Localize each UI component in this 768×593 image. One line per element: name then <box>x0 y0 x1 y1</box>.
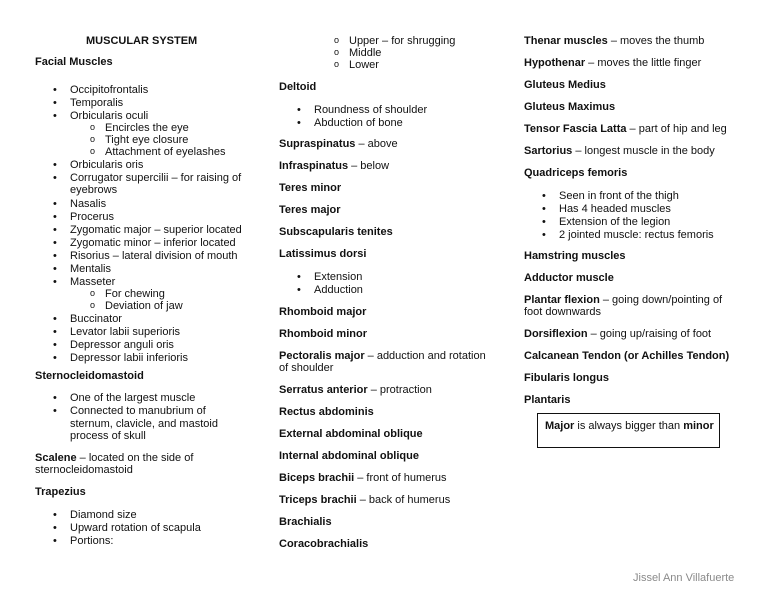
term-serratus <box>279 384 432 397</box>
list-item: • Masseter <box>70 276 115 289</box>
term-infraspinatus <box>279 160 389 173</box>
list-item: • Mentalis <box>70 263 111 276</box>
section-heading-latissimus: Latissimus dorsi <box>279 248 367 260</box>
sub-list-item: o Upper – for shrugging <box>349 35 455 48</box>
term-plantaris: Plantaris <box>524 394 571 406</box>
term-description: – located on the side of <box>76 452 194 464</box>
sub-list-item: o Tight eye closure <box>105 134 188 147</box>
term-description-continuation: sternocleidomastoid <box>35 464 133 476</box>
term-triceps <box>279 494 450 507</box>
term-name: Tensor Fascia Latta <box>524 123 627 135</box>
section-heading-facial-muscles: Facial Muscles <box>35 56 113 68</box>
term-name: Serratus anterior <box>279 384 368 396</box>
list-item: • Has 4 headed muscles <box>559 203 671 216</box>
term-rectus-abdominis: Rectus abdominis <box>279 406 374 418</box>
note-middle: is always bigger than <box>574 420 684 432</box>
term-gluteus-medius: Gluteus Medius <box>524 79 606 91</box>
list-item-continuation: eyebrows <box>70 184 118 196</box>
list-item: • One of the largest muscle <box>70 392 195 405</box>
list-item: • Extension <box>314 271 362 284</box>
list-item: • Orbicularis oculi <box>70 110 148 123</box>
note-text <box>545 420 714 433</box>
term-calcanean-tendon: Calcanean Tendon (or Achilles Tendon) <box>524 350 730 362</box>
term-supraspinatus <box>279 138 398 151</box>
term-description: – going up/raising of foot <box>587 328 712 340</box>
list-item: • Zygomatic major – superior located <box>70 224 242 237</box>
term-teres-major: Teres major <box>279 204 341 216</box>
term-description: – going down/pointing of <box>599 294 723 306</box>
section-heading-deltoid: Deltoid <box>279 81 317 93</box>
section-heading-trapezius: Trapezius <box>35 486 86 498</box>
term-rhomboid-minor: Rhomboid minor <box>279 328 367 340</box>
list-item: • Extension of the legion <box>559 216 670 229</box>
section-heading-sternocleidomastoid: Sternocleidomastoid <box>35 370 144 382</box>
list-item-continuation: sternum, clavicle, and mastoid <box>70 418 218 430</box>
list-item: • Upward rotation of scapula <box>70 522 201 535</box>
list-item: • Orbicularis oris <box>70 159 143 172</box>
list-item: • Portions: <box>70 535 113 548</box>
list-item-continuation: process of skull <box>70 430 146 442</box>
term-name: Infraspinatus <box>279 160 349 172</box>
term-external-oblique: External abdominal oblique <box>279 428 423 440</box>
term-description: – part of hip and leg <box>626 123 727 135</box>
term-biceps <box>279 472 447 485</box>
term-dorsiflexion <box>524 328 711 341</box>
term-name: Dorsiflexion <box>524 328 588 340</box>
list-item: • Occipitofrontalis <box>70 84 148 97</box>
sub-list-item: o Deviation of jaw <box>105 300 183 313</box>
term-name: Thenar muscles <box>524 35 608 47</box>
page-title: MUSCULAR SYSTEM <box>86 35 198 47</box>
term-tensor-fascia-latta <box>524 123 727 136</box>
term-gluteus-maximus: Gluteus Maximus <box>524 101 616 113</box>
list-item: • Depressor anguli oris <box>70 339 174 352</box>
footer-author: Jissel Ann Villafuerte <box>633 572 735 584</box>
term-name: Sartorius <box>524 145 573 157</box>
list-item: • Risorius – lateral division of mouth <box>70 250 238 263</box>
term-description: – below <box>348 160 390 172</box>
term-name: Supraspinatus <box>279 138 356 150</box>
term-thenar <box>524 35 704 48</box>
list-item: • Zygomatic minor – inferior located <box>70 237 236 250</box>
list-item: • Adduction <box>314 284 363 297</box>
term-teres-minor: Teres minor <box>279 182 342 194</box>
term-name: Biceps brachii <box>279 472 355 484</box>
term-name: Triceps brachii <box>279 494 357 506</box>
term-description: – back of humerus <box>356 494 451 506</box>
list-item: • 2 jointed muscle: rectus femoris <box>559 229 714 242</box>
note-box <box>537 413 720 448</box>
term-description: – front of humerus <box>354 472 447 484</box>
list-item: • Connected to manubrium of <box>70 405 206 418</box>
term-description: – adduction and rotation <box>364 350 486 362</box>
term-rhomboid-major: Rhomboid major <box>279 306 367 318</box>
list-item: • Diamond size <box>70 509 137 522</box>
term-description: – above <box>355 138 398 150</box>
term-description: – moves the little finger <box>585 57 702 69</box>
term-hamstring: Hamstring muscles <box>524 250 626 262</box>
sub-list-item: o For chewing <box>105 288 165 301</box>
term-internal-oblique: Internal abdominal oblique <box>279 450 419 462</box>
list-item: • Buccinator <box>70 313 122 326</box>
list-item: • Roundness of shoulder <box>314 104 427 117</box>
term-name: Hypothenar <box>524 57 586 69</box>
term-adductor: Adductor muscle <box>524 272 614 284</box>
list-item: • Seen in front of the thigh <box>559 190 679 203</box>
term-sartorius <box>524 145 715 158</box>
term-description: – moves the thumb <box>607 35 705 47</box>
term-name: Plantar flexion <box>524 294 600 306</box>
sub-list-item: o Attachment of eyelashes <box>105 146 225 159</box>
list-item: • Corrugator supercilii – for raising of <box>70 172 241 185</box>
list-item: • Abduction of bone <box>314 117 403 130</box>
term-brachialis: Brachialis <box>279 516 332 528</box>
term-description: – protraction <box>367 384 432 396</box>
term-coracobrachialis: Coracobrachialis <box>279 538 369 550</box>
list-item: • Procerus <box>70 211 114 224</box>
term-name: Pectoralis major <box>279 350 365 362</box>
term-fibularis-longus: Fibularis longus <box>524 372 609 384</box>
term-description-continuation: foot downwards <box>524 306 602 318</box>
list-item: • Temporalis <box>70 97 123 110</box>
list-item: • Levator labii superioris <box>70 326 180 339</box>
term-description-continuation: of shoulder <box>279 362 334 374</box>
term-name: Scalene <box>35 452 77 464</box>
note-emphasis-major: Major <box>545 420 575 432</box>
list-item: • Nasalis <box>70 198 106 211</box>
term-subscapularis: Subscapularis tenites <box>279 226 393 238</box>
term-description: – longest muscle in the body <box>572 145 715 157</box>
sub-list-item: o Lower <box>349 59 379 72</box>
term-hypothenar <box>524 57 701 70</box>
sub-list-item: o Encircles the eye <box>105 122 189 135</box>
note-emphasis-minor: minor <box>683 420 714 432</box>
list-item: • Depressor labii inferioris <box>70 352 188 365</box>
section-heading-quadriceps: Quadriceps femoris <box>524 167 628 179</box>
sub-list-item: o Middle <box>349 47 381 60</box>
